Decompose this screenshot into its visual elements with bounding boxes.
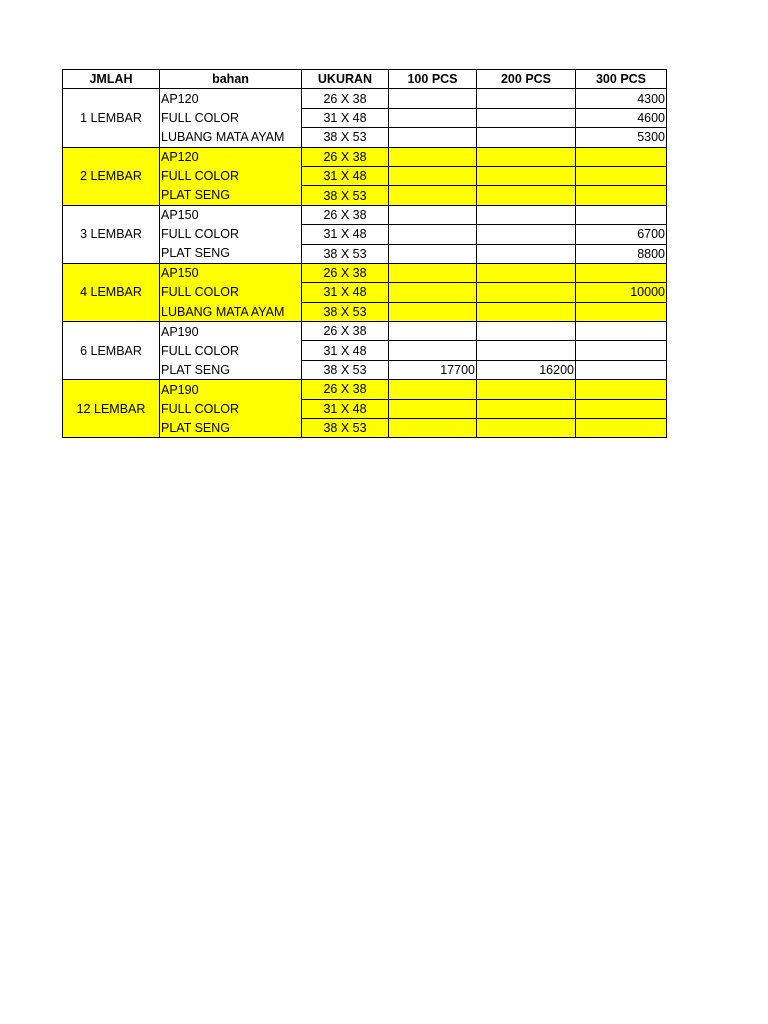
material-cell: PLAT SENG <box>160 186 302 205</box>
size-cell: 26 X 38 <box>302 322 389 341</box>
material-cell: AP150 <box>160 263 302 282</box>
quantity-cell: 6 LEMBAR <box>63 322 160 380</box>
table-row <box>63 380 667 399</box>
table-row <box>63 263 667 282</box>
size-cell: 26 X 38 <box>302 205 389 224</box>
price-300-cell: 4600 <box>576 108 667 127</box>
price-100-cell <box>389 186 477 205</box>
size-cell: 31 X 48 <box>302 108 389 127</box>
header-jmlah: JMLAH <box>63 70 160 89</box>
price-200-cell <box>477 380 576 399</box>
material-cell: AP120 <box>160 147 302 166</box>
price-100-cell <box>389 322 477 341</box>
table-row <box>63 205 667 224</box>
price-200-cell <box>477 128 576 147</box>
price-300-cell <box>576 147 667 166</box>
header-row <box>63 70 667 89</box>
price-100-cell <box>389 302 477 321</box>
size-cell: 38 X 53 <box>302 419 389 438</box>
header-100-pcs: 100 PCS <box>389 70 477 89</box>
price-200-cell <box>477 244 576 263</box>
price-300-cell: 5300 <box>576 128 667 147</box>
price-200-cell <box>477 341 576 360</box>
material-cell: FULL COLOR <box>160 225 302 244</box>
price-200-cell <box>477 302 576 321</box>
price-100-cell <box>389 205 477 224</box>
price-200-cell <box>477 283 576 302</box>
material-cell: AP150 <box>160 205 302 224</box>
table-body <box>63 89 667 438</box>
price-300-cell <box>576 419 667 438</box>
price-200-cell <box>477 263 576 282</box>
table-row <box>63 89 667 108</box>
price-300-cell: 6700 <box>576 225 667 244</box>
size-cell: 26 X 38 <box>302 380 389 399</box>
price-table <box>62 69 667 438</box>
price-300-cell: 10000 <box>576 283 667 302</box>
price-300-cell <box>576 186 667 205</box>
price-200-cell <box>477 419 576 438</box>
price-200-cell <box>477 89 576 108</box>
size-cell: 31 X 48 <box>302 283 389 302</box>
price-100-cell <box>389 166 477 185</box>
price-300-cell <box>576 360 667 379</box>
price-100-cell: 17700 <box>389 360 477 379</box>
size-cell: 31 X 48 <box>302 225 389 244</box>
price-100-cell <box>389 89 477 108</box>
size-cell: 26 X 38 <box>302 263 389 282</box>
price-300-cell <box>576 205 667 224</box>
size-cell: 31 X 48 <box>302 166 389 185</box>
price-300-cell <box>576 380 667 399</box>
size-cell: 31 X 48 <box>302 399 389 418</box>
material-cell: LUBANG MATA AYAM <box>160 128 302 147</box>
quantity-cell: 12 LEMBAR <box>63 380 160 438</box>
material-cell: PLAT SENG <box>160 360 302 379</box>
material-cell: LUBANG MATA AYAM <box>160 302 302 321</box>
material-cell: FULL COLOR <box>160 283 302 302</box>
size-cell: 26 X 38 <box>302 147 389 166</box>
size-cell: 38 X 53 <box>302 360 389 379</box>
quantity-cell: 1 LEMBAR <box>63 89 160 147</box>
material-cell: FULL COLOR <box>160 399 302 418</box>
size-cell: 38 X 53 <box>302 128 389 147</box>
table-row <box>63 147 667 166</box>
price-300-cell: 8800 <box>576 244 667 263</box>
header-bahan: bahan <box>160 70 302 89</box>
price-100-cell <box>389 225 477 244</box>
header-300-pcs: 300 PCS <box>576 70 667 89</box>
material-cell: FULL COLOR <box>160 341 302 360</box>
price-100-cell <box>389 341 477 360</box>
price-200-cell: 16200 <box>477 360 576 379</box>
price-200-cell <box>477 147 576 166</box>
price-100-cell <box>389 108 477 127</box>
material-cell: AP120 <box>160 89 302 108</box>
size-cell: 38 X 53 <box>302 186 389 205</box>
price-300-cell <box>576 341 667 360</box>
price-200-cell <box>477 108 576 127</box>
price-100-cell <box>389 283 477 302</box>
price-300-cell <box>576 399 667 418</box>
price-100-cell <box>389 399 477 418</box>
table-row <box>63 322 667 341</box>
price-200-cell <box>477 225 576 244</box>
price-300-cell <box>576 322 667 341</box>
size-cell: 38 X 53 <box>302 302 389 321</box>
price-100-cell <box>389 419 477 438</box>
price-300-cell <box>576 302 667 321</box>
material-cell: FULL COLOR <box>160 108 302 127</box>
price-100-cell <box>389 380 477 399</box>
price-100-cell <box>389 263 477 282</box>
material-cell: FULL COLOR <box>160 166 302 185</box>
size-cell: 38 X 53 <box>302 244 389 263</box>
price-200-cell <box>477 166 576 185</box>
size-cell: 31 X 48 <box>302 341 389 360</box>
material-cell: AP190 <box>160 322 302 341</box>
price-300-cell: 4300 <box>576 89 667 108</box>
price-200-cell <box>477 205 576 224</box>
price-100-cell <box>389 244 477 263</box>
quantity-cell: 3 LEMBAR <box>63 205 160 263</box>
price-200-cell <box>477 186 576 205</box>
material-cell: AP190 <box>160 380 302 399</box>
material-cell: PLAT SENG <box>160 419 302 438</box>
price-200-cell <box>477 322 576 341</box>
header-ukuran: UKURAN <box>302 70 389 89</box>
price-200-cell <box>477 399 576 418</box>
price-100-cell <box>389 128 477 147</box>
material-cell: PLAT SENG <box>160 244 302 263</box>
price-300-cell <box>576 166 667 185</box>
price-100-cell <box>389 147 477 166</box>
quantity-cell: 4 LEMBAR <box>63 263 160 321</box>
quantity-cell: 2 LEMBAR <box>63 147 160 205</box>
header-200-pcs: 200 PCS <box>477 70 576 89</box>
size-cell: 26 X 38 <box>302 89 389 108</box>
price-300-cell <box>576 263 667 282</box>
